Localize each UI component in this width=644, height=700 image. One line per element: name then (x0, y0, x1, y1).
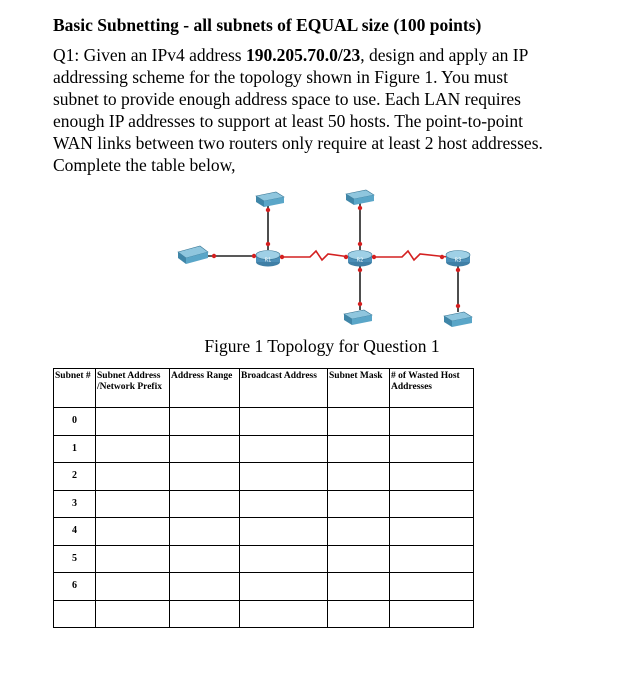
question-line: enough IP addresses to support at least 50 hosts. The point-to-point (53, 111, 524, 131)
router-icon (256, 251, 280, 267)
table-cell[interactable] (96, 545, 170, 573)
table-cell[interactable] (390, 408, 474, 436)
table-cell[interactable] (170, 408, 240, 436)
table-cell[interactable] (240, 545, 328, 573)
column-header: Broadcast Address (240, 369, 328, 408)
table-row (54, 545, 474, 573)
switch-icon (444, 312, 472, 327)
figure-caption: Figure 1 Topology for Question 1 (204, 336, 440, 356)
subnet-number-cell (54, 600, 96, 628)
topology-diagram (170, 180, 490, 330)
table-cell[interactable] (240, 573, 328, 601)
question-line: WAN links between two routers only require at least 2 host addresses. (53, 133, 543, 153)
subnet-number-cell: 5 (54, 545, 96, 573)
table-cell[interactable] (240, 490, 328, 518)
router-label: R2 (356, 257, 364, 264)
table-cell[interactable] (240, 408, 328, 436)
column-header: Address Range (170, 369, 240, 408)
router-label: R1 (264, 257, 272, 264)
table-header-row (54, 369, 474, 408)
column-header: Subnet Address /Network Prefix (96, 369, 170, 408)
wan-link-r1-r2 (276, 251, 350, 260)
table-cell[interactable] (328, 545, 390, 573)
table-cell[interactable] (170, 518, 240, 546)
table-row (54, 490, 474, 518)
table-cell[interactable] (390, 545, 474, 573)
table-cell[interactable] (170, 435, 240, 463)
subnet-table (53, 368, 474, 628)
table-cell[interactable] (328, 573, 390, 601)
question-line: subnet to provide enough address space to use. Each LAN requires (53, 89, 521, 109)
column-header: Subnet # (54, 369, 96, 408)
table-cell[interactable] (96, 490, 170, 518)
subnet-number-cell: 0 (54, 408, 96, 436)
table-cell[interactable] (240, 518, 328, 546)
table-row (54, 408, 474, 436)
table-row (54, 435, 474, 463)
question-text (53, 44, 613, 176)
table-body (54, 408, 474, 628)
table-cell[interactable] (96, 463, 170, 491)
subnet-number-cell: 2 (54, 463, 96, 491)
table-cell[interactable] (96, 435, 170, 463)
table-cell[interactable] (390, 435, 474, 463)
router-label: R3 (454, 257, 462, 264)
switch-icon (256, 192, 284, 207)
question-line: Complete the table below, (53, 155, 236, 175)
table-cell[interactable] (328, 518, 390, 546)
network-links (208, 202, 458, 312)
table-row (54, 573, 474, 601)
switch-icon (344, 310, 372, 325)
link-ports (212, 206, 460, 308)
table-cell[interactable] (328, 408, 390, 436)
table-cell[interactable] (240, 463, 328, 491)
table-cell[interactable] (240, 600, 328, 628)
switch-icon (178, 246, 208, 264)
table-cell[interactable] (390, 463, 474, 491)
subnet-number-cell: 4 (54, 518, 96, 546)
subnet-number-cell: 3 (54, 490, 96, 518)
wan-link-r2-r3 (370, 251, 448, 260)
table-cell[interactable] (96, 600, 170, 628)
table-cell[interactable] (170, 463, 240, 491)
table-cell[interactable] (96, 518, 170, 546)
table-row (54, 600, 474, 628)
table-cell[interactable] (390, 518, 474, 546)
subnet-number-cell: 6 (54, 573, 96, 601)
table-cell[interactable] (170, 490, 240, 518)
table-cell[interactable] (328, 435, 390, 463)
table-cell[interactable] (390, 573, 474, 601)
subnet-number-cell: 1 (54, 435, 96, 463)
table-cell[interactable] (328, 600, 390, 628)
table-cell[interactable] (170, 545, 240, 573)
table-cell[interactable] (390, 600, 474, 628)
table-cell[interactable] (328, 463, 390, 491)
ip-address: 190.205.70.0/23 (245, 45, 361, 65)
switch-icon (346, 190, 374, 205)
table-row (54, 463, 474, 491)
table-cell[interactable] (96, 573, 170, 601)
question-line: addressing scheme for the topology shown in Figure 1. You must (53, 67, 508, 87)
router-icon (446, 251, 470, 267)
table-row (54, 518, 474, 546)
table-cell[interactable] (170, 600, 240, 628)
table-cell[interactable] (390, 490, 474, 518)
column-header: Subnet Mask (328, 369, 390, 408)
page-title: Basic Subnetting - all subnets of EQUAL size (100 points) (53, 15, 482, 35)
table-cell[interactable] (240, 435, 328, 463)
question-line: Q1: Given an IPv4 address 190.205.70.0/23, design and apply an IP (53, 45, 529, 65)
table-cell[interactable] (328, 490, 390, 518)
router-icon (348, 251, 372, 267)
table-cell[interactable] (170, 573, 240, 601)
column-header: # of Wasted Host Addresses (390, 369, 474, 408)
table-cell[interactable] (96, 408, 170, 436)
